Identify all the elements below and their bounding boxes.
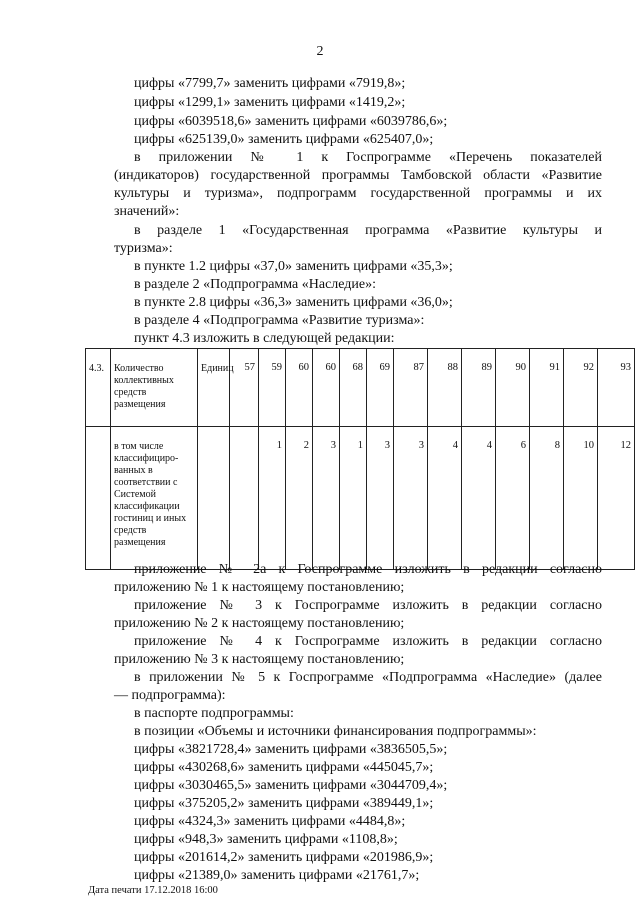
value-cell: 87 <box>394 349 428 427</box>
text-line: цифры «948,3» заменить цифрами «1108,8»; <box>134 832 398 847</box>
text-line: туризма»: <box>114 241 173 256</box>
indicator-name: в том числе классифициро-ванных в соответствии с Системой классификации гостиниц и иных средств размещения <box>111 427 198 570</box>
value-cell: 1 <box>259 427 286 570</box>
text-line: (индикаторов) государственной программы Тамбовской области «Развитие <box>114 168 602 183</box>
text-line: в пункте 2.8 цифры «36,3» заменить цифрами «36,0»; <box>134 295 453 310</box>
text-line: цифры «21389,0» заменить цифрами «21761,7»; <box>134 868 420 883</box>
unit: Единиц <box>198 349 230 427</box>
row-number: 4.3. <box>86 349 111 427</box>
value-cell: 10 <box>564 427 598 570</box>
text-line: цифры «3821728,4» заменить цифрами «3836505,5»; <box>134 742 448 757</box>
text-line: цифры «375205,2» заменить цифрами «389449,1»; <box>134 796 434 811</box>
value-cell: 3 <box>367 427 394 570</box>
value-cell: 90 <box>496 349 530 427</box>
value-cell: 69 <box>367 349 394 427</box>
text-line: — подпрограмма): <box>114 688 226 703</box>
text-line: цифры «1299,1» заменить цифрами «1419,2»; <box>134 95 406 110</box>
value-cell: 1 <box>340 427 367 570</box>
value-cell: 6 <box>496 427 530 570</box>
value-cell: 4 <box>428 427 462 570</box>
value-cell: 8 <box>530 427 564 570</box>
value-cell: 12 <box>598 427 635 570</box>
unit <box>198 427 230 570</box>
text-line: приложение № 4 к Госпрограмме изложить в редакции согласно <box>134 634 602 649</box>
text-line: цифры «7799,7» заменить цифрами «7919,8»; <box>134 76 406 91</box>
value-cell: 3 <box>313 427 340 570</box>
text-line: в разделе 4 «Подпрограмма «Развитие туризма»: <box>134 313 425 328</box>
page-number: 2 <box>316 44 324 59</box>
text-line: культуры и туризма», подпрограмм государственной программы и их <box>114 186 602 201</box>
text-line: значений»: <box>114 204 180 219</box>
value-cell <box>230 427 259 570</box>
indicators-table <box>85 348 635 570</box>
value-cell: 4 <box>462 427 496 570</box>
value-cell: 68 <box>340 349 367 427</box>
value-cell: 3 <box>394 427 428 570</box>
value-cell: 92 <box>564 349 598 427</box>
text-line: приложению № 1 к настоящему постановлению; <box>114 580 405 595</box>
text-line: в разделе 2 «Подпрограмма «Наследие»: <box>134 277 377 292</box>
text-line: цифры «3030465,5» заменить цифрами «3044709,4»; <box>134 778 448 793</box>
text-line: пункт 4.3 изложить в следующей редакции: <box>134 331 395 346</box>
value-cell: 91 <box>530 349 564 427</box>
row-number <box>86 427 111 570</box>
value-cell: 93 <box>598 349 635 427</box>
value-cell: 60 <box>313 349 340 427</box>
print-date: Дата печати 17.12.2018 16:00 <box>88 885 218 896</box>
text-line: приложению № 3 к настоящему постановлению; <box>114 652 405 667</box>
value-cell: 2 <box>286 427 313 570</box>
value-cell: 59 <box>259 349 286 427</box>
text-line: в разделе 1 «Государственная программа «Развитие культуры и <box>134 223 602 238</box>
text-line: в приложении № 5 к Госпрограмме «Подпрограмма «Наследие» (далее <box>134 670 602 685</box>
text-line: в паспорте подпрограммы: <box>134 706 294 721</box>
text-line: цифры «4324,3» заменить цифрами «4484,8»; <box>134 814 406 829</box>
text-line: приложение № 3 к Госпрограмме изложить в редакции согласно <box>134 598 602 613</box>
value-cell: 60 <box>286 349 313 427</box>
table-row <box>86 349 635 427</box>
text-line: в приложении № 1 к Госпрограмме «Перечень показателей <box>134 150 602 165</box>
text-line: в пункте 1.2 цифры «37,0» заменить цифрами «35,3»; <box>134 259 453 274</box>
value-cell: 57 <box>230 349 259 427</box>
indicator-name: Количество коллективных средств размещения <box>111 349 198 427</box>
text-line: цифры «201614,2» заменить цифрами «201986,9»; <box>134 850 434 865</box>
value-cell: 89 <box>462 349 496 427</box>
text-line: в позиции «Объемы и источники финансирования подпрограммы»: <box>134 724 537 739</box>
text-line: цифры «6039518,6» заменить цифрами «6039786,6»; <box>134 114 448 129</box>
text-line: цифры «625139,0» заменить цифрами «625407,0»; <box>134 132 434 147</box>
text-line: приложение № 2а к Госпрограмме изложить в редакции согласно <box>134 562 602 577</box>
value-cell: 88 <box>428 349 462 427</box>
table-row <box>86 427 635 570</box>
text-line: приложению № 2 к настоящему постановлению; <box>114 616 405 631</box>
text-line: цифры «430268,6» заменить цифрами «445045,7»; <box>134 760 434 775</box>
